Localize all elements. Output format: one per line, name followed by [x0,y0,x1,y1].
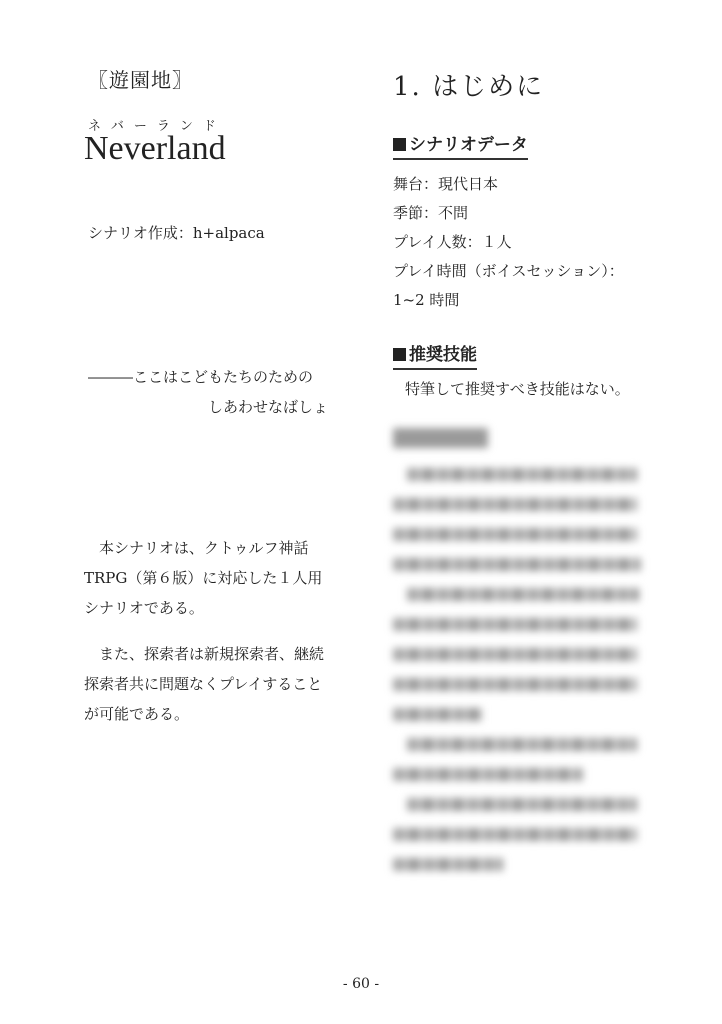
skills-text: 特筆して推奨すべき技能はない。 [405,380,630,398]
redacted-line [393,558,641,571]
square-bullet-icon [393,348,406,361]
spec-item: 季節：不問 [393,204,469,222]
intro-paragraph-2: また、探索者は新規探索者、継続探索者共に問題なくプレイすることが可能である。 [84,645,325,723]
redacted-line [393,618,637,631]
redacted-line [393,858,503,871]
section-heading-label: シナリオデータ [409,135,528,155]
redacted-line [393,498,637,511]
redacted-line [393,708,483,721]
spec-item: 舞台：現代日本 [393,175,499,193]
section-heading-recommended-skills [393,340,477,370]
redacted-line [393,528,637,541]
spec-item: プレイ時間（ボイスセッション）： [393,262,624,280]
redacted-line [407,588,639,601]
chapter-title: 1. はじめに [393,72,545,102]
scenario-title: Neverland [84,130,226,167]
redacted-line [407,468,637,481]
redacted-line [393,678,637,691]
section-heading-scenario-data [393,130,528,160]
redacted-section [393,428,643,888]
redacted-line [407,738,637,751]
redacted-line [393,768,583,781]
intro-paragraph-1: 本シナリオは、クトゥルフ神話TRPG（第６版）に対応した１人用シナリオである。 [84,539,323,617]
section-heading-label: 推奨技能 [409,345,477,365]
epigraph-line-1: ―――ここはこどもたちのための [88,368,314,386]
redacted-line [393,648,637,661]
epigraph [88,362,328,422]
intro-body [84,533,332,745]
square-bullet-icon [393,138,406,151]
title-ruby: ネバーランド [88,119,226,134]
redacted-heading [393,428,488,448]
redacted-line [407,798,637,811]
spec-item: プレイ人数：１人 [393,233,512,251]
scenario-spec-list [393,170,624,315]
scenario-subtitle: 〖遊園地〗 [88,68,193,92]
epigraph-line-2: しあわせなばしょ [207,398,328,416]
redacted-line [393,828,637,841]
spec-item: 1~2 時間 [393,291,460,309]
page-number: - 60 - [342,976,380,992]
author-credit: シナリオ作成：h+alpaca [88,224,265,242]
